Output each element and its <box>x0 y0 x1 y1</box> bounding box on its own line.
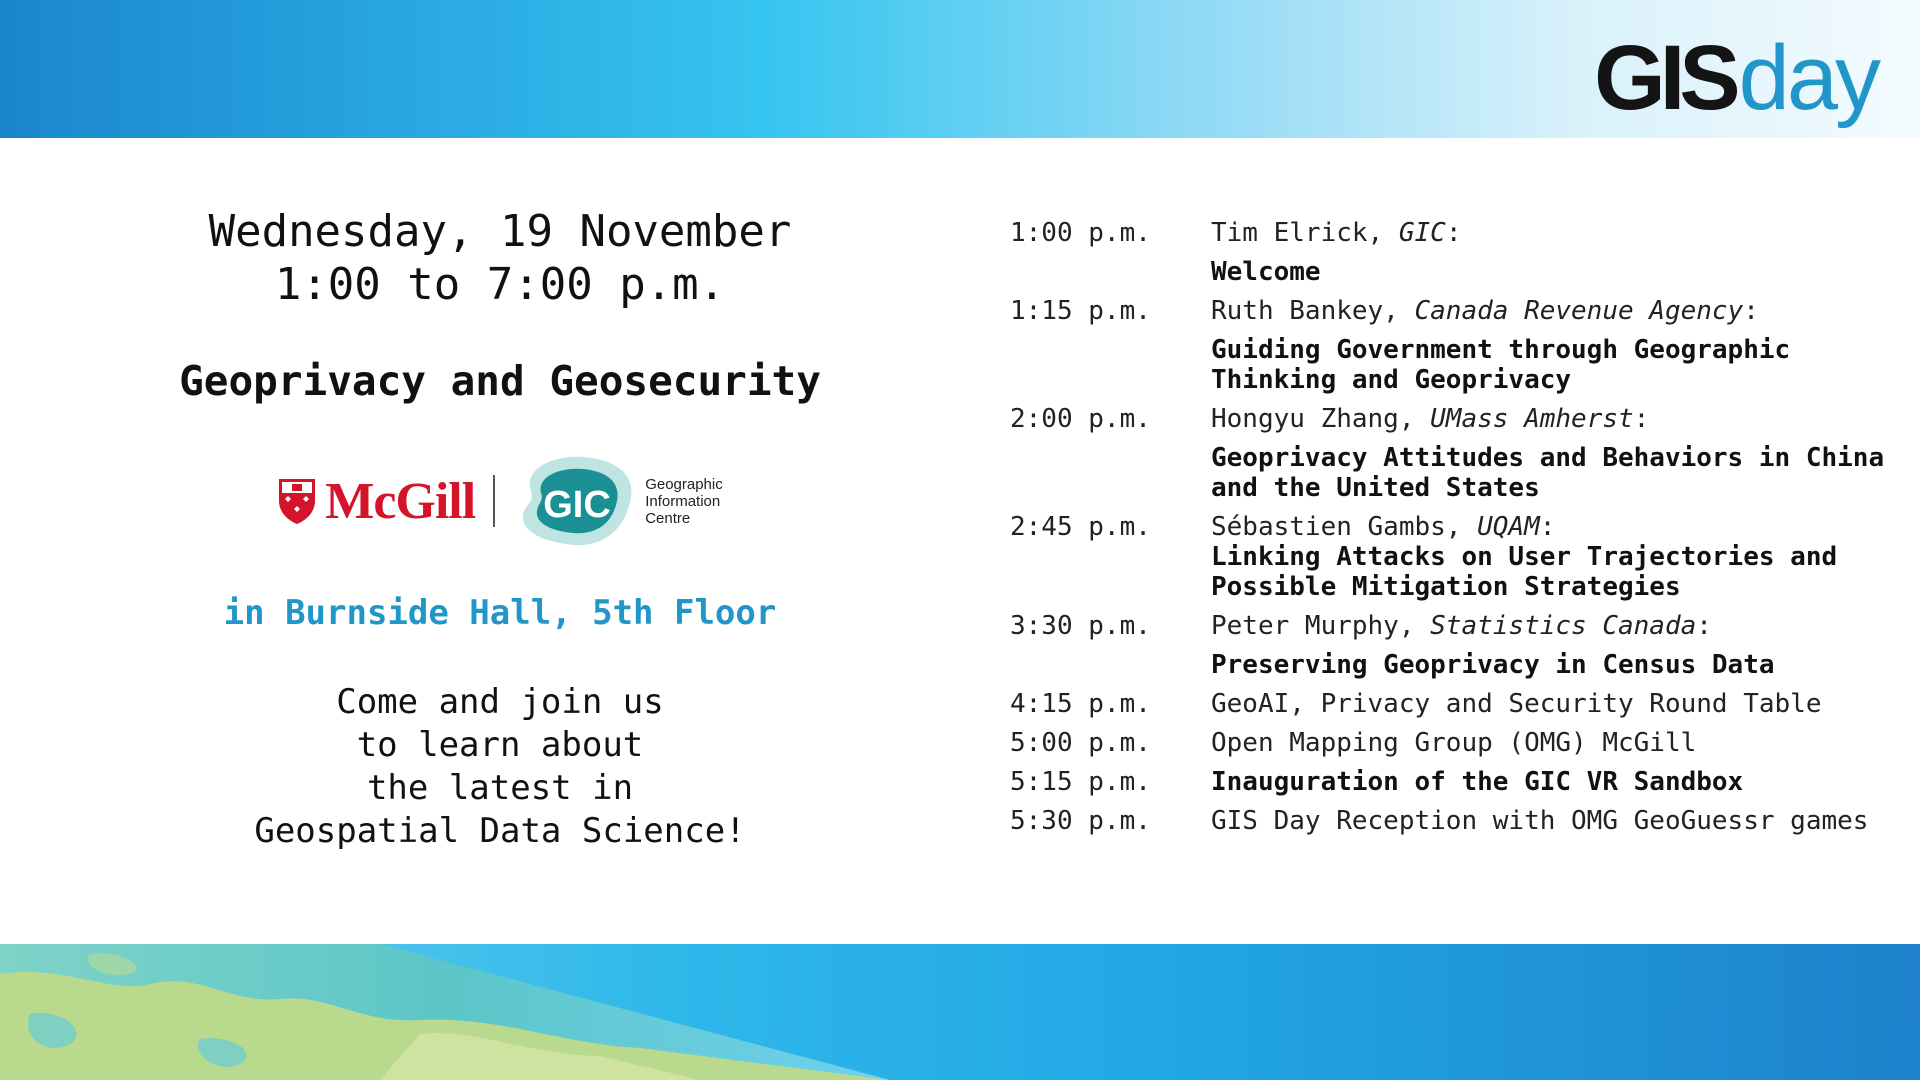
bottom-banner <box>0 944 1920 1080</box>
schedule-row <box>1010 611 1890 641</box>
top-banner <box>0 0 1920 138</box>
schedule-time: 5:00 p.m. <box>1010 728 1151 758</box>
talk-title: Linking Attacks on User Trajectories and <box>1211 542 1838 572</box>
schedule-row <box>1010 218 1890 248</box>
event-location: in Burnside Hall, 5th Floor <box>223 593 777 633</box>
speaker-name: Peter Murphy, <box>1211 611 1431 641</box>
map-illustration <box>0 944 1920 1080</box>
schedule-time: 5:15 p.m. <box>1010 767 1151 797</box>
schedule-speaker <box>1211 404 1890 434</box>
schedule-row <box>1010 335 1890 365</box>
speaker-suffix: : <box>1539 512 1556 542</box>
speaker-suffix: : <box>1633 404 1650 434</box>
mcgill-wordmark: McGill <box>325 472 476 530</box>
schedule-row <box>1010 806 1890 836</box>
speaker-name: Sébastien Gambs, <box>1211 512 1478 542</box>
gic-initials: GIC <box>543 484 611 526</box>
schedule-item: Inauguration of the GIC VR Sandbox <box>1211 767 1744 797</box>
schedule-row <box>1010 443 1890 473</box>
schedule-item: Open Mapping Group (OMG) McGill <box>1211 728 1697 758</box>
schedule-time: 2:00 p.m. <box>1010 404 1151 434</box>
gic-name-line: Geographic <box>645 475 723 493</box>
speaker-suffix: : <box>1696 611 1712 641</box>
event-time: 1:00 to 7:00 p.m. <box>274 259 726 310</box>
invite-line: Come and join us <box>336 682 664 722</box>
schedule-row <box>1010 689 1890 719</box>
event-info <box>100 205 900 853</box>
partner-logos <box>100 449 900 553</box>
schedule-row <box>1010 365 1890 395</box>
schedule-row <box>1010 296 1890 326</box>
mcgill-logo <box>277 472 475 531</box>
gis-day-logo <box>1594 14 1878 129</box>
speaker-suffix: : <box>1445 218 1462 248</box>
talk-title: Guiding Government through Geographic <box>1211 335 1791 365</box>
schedule-row <box>1010 473 1890 503</box>
schedule-speaker <box>1211 218 1890 248</box>
talk-title: Geoprivacy Attitudes and Behaviors in China <box>1211 443 1885 473</box>
schedule-row <box>1010 728 1890 758</box>
schedule-speaker <box>1211 611 1890 641</box>
speaker-affiliation: Canada Revenue Agency <box>1414 296 1744 326</box>
talk-title: Preserving Geoprivacy in Census Data <box>1211 650 1775 680</box>
speaker-affiliation: Statistics Canada <box>1430 611 1697 641</box>
schedule-time: 1:15 p.m. <box>1010 296 1151 326</box>
speaker-suffix: : <box>1743 296 1759 326</box>
invitation-text <box>100 681 900 853</box>
gic-name-line: Centre <box>645 509 691 527</box>
schedule-row <box>1010 542 1890 572</box>
schedule-time: 2:45 p.m. <box>1010 512 1151 542</box>
speaker-affiliation: UMass Amherst <box>1430 404 1634 434</box>
talk-title: Welcome <box>1211 257 1321 287</box>
schedule <box>1010 218 1890 836</box>
schedule-row <box>1010 650 1890 680</box>
invite-line: Geospatial Data Science! <box>254 811 746 851</box>
brand-day: day <box>1738 27 1878 129</box>
speaker-name: Hongyu Zhang, <box>1211 404 1431 434</box>
schedule-row <box>1010 572 1890 602</box>
schedule-row <box>1010 767 1890 797</box>
schedule-row <box>1010 512 1890 542</box>
schedule-time: 4:15 p.m. <box>1010 689 1151 719</box>
schedule-speaker <box>1211 296 1890 326</box>
speaker-affiliation: UQAM <box>1477 512 1540 542</box>
invite-line: the latest in <box>366 768 634 808</box>
talk-title: and the United States <box>1211 473 1540 503</box>
event-theme: Geoprivacy and Geosecurity <box>179 357 821 405</box>
schedule-time: 5:30 p.m. <box>1010 806 1151 836</box>
gic-name-line: Information <box>645 492 721 510</box>
invite-line: to learn about <box>356 725 644 765</box>
speaker-name: Ruth Bankey, <box>1211 296 1415 326</box>
schedule-item: GIS Day Reception with OMG GeoGuessr games <box>1211 806 1869 836</box>
schedule-row <box>1010 404 1890 434</box>
schedule-row <box>1010 257 1890 287</box>
talk-title: Thinking and Geoprivacy <box>1211 365 1572 395</box>
schedule-time: 1:00 p.m. <box>1010 218 1151 248</box>
schedule-time: 3:30 p.m. <box>1010 611 1151 641</box>
gic-name <box>645 476 723 527</box>
logo-divider <box>493 475 495 527</box>
mcgill-crest-icon <box>277 477 317 525</box>
speaker-name: Tim Elrick, <box>1211 218 1399 248</box>
schedule-speaker <box>1211 512 1890 542</box>
event-date: Wednesday, 19 November <box>208 206 792 257</box>
talk-title: Possible Mitigation Strategies <box>1211 572 1681 602</box>
gic-logo <box>513 451 723 551</box>
speaker-affiliation: GIC <box>1398 218 1446 248</box>
gic-emblem-icon <box>513 451 637 551</box>
schedule-item: GeoAI, Privacy and Security Round Table <box>1211 689 1822 719</box>
brand-gis: GIS <box>1594 27 1735 129</box>
